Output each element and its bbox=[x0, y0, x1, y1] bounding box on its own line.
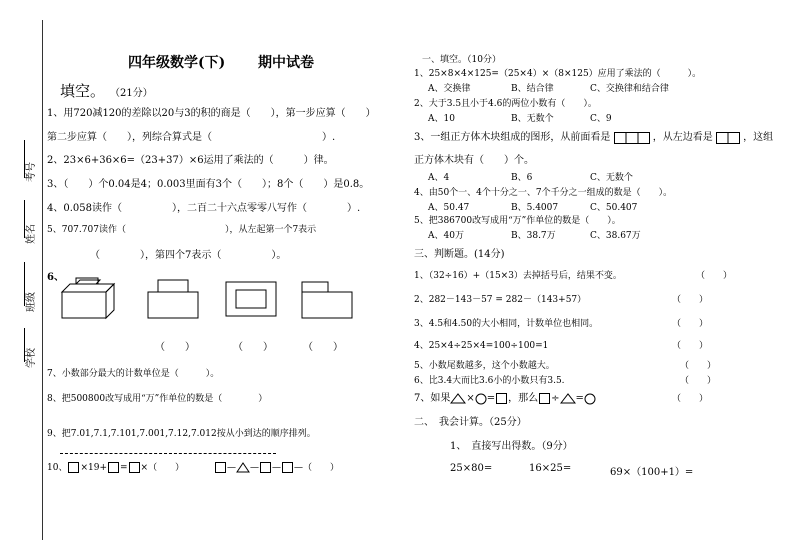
r-section-3: 三、判断题。(14分) bbox=[414, 249, 505, 260]
r-q3-text-a: 3、一组正方体木块组成的图形，从前面看是 bbox=[414, 132, 611, 143]
q10-label: 10、 bbox=[47, 463, 68, 473]
circle-shape-icon bbox=[475, 393, 487, 405]
j-q2-blank[interactable]: （ ） bbox=[672, 295, 709, 305]
j-q5: 5、小数尾数越多，这个小数越大。 bbox=[414, 361, 555, 371]
r-q2: 2、大于3.5且小于4.6的两位小数有（ ）。 bbox=[414, 99, 597, 109]
r-q3-opt-c: C、无数个 bbox=[590, 173, 633, 183]
r-q2-opt-c: C、9 bbox=[590, 114, 612, 124]
q6-label: 6、 bbox=[47, 272, 64, 283]
j-q7-blank[interactable]: （ ） bbox=[672, 394, 709, 404]
q2: 2、23×6+36×6=（23+37）×6运用了乘法的（ ）律。 bbox=[47, 155, 334, 166]
q10-part-f: — bbox=[272, 463, 281, 473]
figure-cuboids-3d bbox=[58, 274, 118, 322]
r-q1-opt-b: B、结合律 bbox=[511, 84, 554, 94]
square-shape-icon bbox=[282, 462, 293, 473]
q5-line2: （ ），第四个7表示（ ）。 bbox=[90, 250, 287, 261]
triangle-shape-icon bbox=[236, 462, 250, 473]
j-q6: 6、比3.4大而比3.6小的小数只有3.5. bbox=[414, 376, 565, 386]
j-q2: 2、282－143－57 = 282－（143+57） bbox=[414, 295, 587, 305]
r-q2-opt-b: B、无数个 bbox=[511, 114, 554, 124]
j-q7-text-f: = bbox=[575, 393, 584, 404]
calc-subtitle: 1、 直接写出得数。（9分） bbox=[450, 441, 573, 452]
page-subtitle: 期中试卷 bbox=[258, 55, 314, 71]
triangle-shape-icon bbox=[560, 393, 576, 404]
square-shape-icon bbox=[215, 462, 226, 473]
r-q4-opt-b: B、5.4007 bbox=[511, 203, 559, 213]
q10-second bbox=[214, 460, 339, 473]
figure-view-front bbox=[146, 276, 202, 320]
q7: 7、小数部分最大的计数单位是（ ）。 bbox=[47, 369, 220, 379]
side-field-banji[interactable] bbox=[24, 262, 25, 306]
r-q3-line2: 正方体木块有（ ）个。 bbox=[414, 155, 534, 166]
calc-item-1: 25×80= bbox=[450, 463, 493, 474]
calc-item-3: 69×（100+1）= bbox=[610, 467, 694, 478]
j-q7-text-a: 7、如果 bbox=[414, 393, 451, 404]
j-q7-text-e: ÷ bbox=[551, 393, 560, 404]
square-shape-icon bbox=[129, 462, 140, 473]
q6-blank-2[interactable]: （ ） bbox=[233, 342, 273, 353]
r-q3 bbox=[414, 128, 773, 144]
page-title: 四年级数学(下) bbox=[128, 55, 226, 71]
q9: 9、把7.01,7.1,7.101,7.001,7.12,7.012按从小到达的顺序排列。 bbox=[47, 429, 316, 439]
r-q4-opt-c: C、50.407 bbox=[590, 203, 638, 213]
side-field-xuexiao[interactable] bbox=[24, 328, 25, 362]
square-shape-icon bbox=[68, 462, 79, 473]
r-q3-text-b: ，从左边看是 bbox=[652, 132, 713, 143]
circle-shape-icon bbox=[584, 393, 596, 405]
r-section-1: 一、填空。（10分） bbox=[422, 55, 501, 65]
r-q5: 5、把386700改写成用“万”作单位的数是（ ）。 bbox=[414, 216, 621, 226]
q9-answer-line[interactable] bbox=[60, 453, 276, 454]
calc-item-2: 16×25= bbox=[529, 463, 572, 474]
q10-part-e: — bbox=[250, 463, 259, 473]
q10-part-d: — bbox=[227, 463, 236, 473]
section-title: 填空。 bbox=[60, 82, 106, 100]
square-shape-icon bbox=[496, 393, 507, 404]
j-q6-blank[interactable]: （ ） bbox=[680, 376, 717, 386]
r-section-2: 二、 我会计算。（25分） bbox=[414, 417, 527, 428]
r-q3-opt-a: A、4 bbox=[428, 173, 450, 183]
square-shape-icon bbox=[260, 462, 271, 473]
figure-view-top bbox=[224, 280, 280, 320]
r-q2-opt-a: A、10 bbox=[428, 114, 455, 124]
r-q4: 4、由50个一、4个十分之一、7个千分之一组成的数是（ ）。 bbox=[414, 188, 673, 198]
j-q7-text-b: × bbox=[466, 393, 475, 404]
r-q4-opt-a: A、50.47 bbox=[428, 203, 470, 213]
side-label-xingming: 姓名 bbox=[26, 224, 37, 244]
r-q3-text-c: ，这组 bbox=[743, 132, 774, 143]
q1-line2: 第二步应算（ ），列综合算式是（ ）. bbox=[47, 132, 336, 143]
j-q3-blank[interactable]: （ ） bbox=[672, 319, 709, 329]
side-label-xuexiao: 学校 bbox=[26, 348, 37, 368]
q4: 4、0.058读作（ ），二百二十六点零零八写作（ ）. bbox=[47, 203, 361, 214]
square-shape-icon bbox=[539, 393, 550, 404]
j-q4: 4、25×4÷25×4=100÷100=1 bbox=[414, 341, 549, 351]
j-q5-blank[interactable]: （ ） bbox=[680, 361, 717, 371]
square-shape-icon bbox=[108, 462, 119, 473]
j-q1-blank[interactable]: （ ） bbox=[696, 271, 733, 281]
q10-part-g: —（ ） bbox=[294, 463, 340, 473]
j-q7 bbox=[414, 389, 596, 405]
binding-line bbox=[42, 20, 43, 540]
r-q1: 1、25×8×4×125=（25×4）×（8×125）应用了乘法的（ ）。 bbox=[414, 69, 702, 79]
j-q7-text-c: = bbox=[486, 393, 496, 404]
side-field-kaohao[interactable] bbox=[24, 140, 25, 178]
q10-part-b: = bbox=[120, 463, 128, 473]
r-q1-opt-a: A、交换律 bbox=[428, 84, 471, 94]
r-q5-opt-c: C、38.67万 bbox=[590, 231, 641, 241]
section-score: （21分） bbox=[110, 88, 153, 99]
q10-part-c: ×（ ） bbox=[140, 463, 185, 473]
j-q1: 1、（32÷16）+（15×3）去掉括号后，结果不变。 bbox=[414, 271, 622, 281]
q6-blank-3[interactable]: （ ） bbox=[303, 342, 343, 353]
three-squares-icon bbox=[614, 132, 650, 144]
side-label-kaohao: 考号 bbox=[26, 162, 37, 182]
q5-line1: 5、707.707读作（ ），从左起第一个7表示 bbox=[47, 225, 317, 235]
j-q4-blank[interactable]: （ ） bbox=[672, 341, 709, 351]
q10 bbox=[47, 460, 184, 473]
j-q3: 3、4.5和4.50的大小相同，计数单位也相同。 bbox=[414, 319, 599, 329]
two-squares-icon bbox=[716, 132, 740, 144]
r-q3-opt-b: B、6 bbox=[511, 173, 533, 183]
q3: 3、（ ）个0.04是4；0.003里面有3个（ ）；8个（ ）是0.8。 bbox=[47, 179, 370, 190]
triangle-shape-icon bbox=[450, 393, 466, 404]
q1-line1: 1、用720减120的差除以20与3的积的商是（ ），第一步应算（ ） bbox=[47, 108, 376, 119]
r-q1-opt-c: C、交换律和结合律 bbox=[590, 84, 669, 94]
r-q5-opt-b: B、38.7万 bbox=[511, 231, 556, 241]
figure-view-side bbox=[300, 278, 356, 320]
q6-blank-1[interactable]: （ ） bbox=[155, 342, 195, 353]
q8: 8、把500800改写成用“万”作单位的数是（ ） bbox=[47, 394, 268, 404]
side-label-banji: 班级 bbox=[26, 292, 37, 312]
j-q7-text-d: ，那么 bbox=[508, 393, 539, 404]
r-q5-opt-a: A、40万 bbox=[428, 231, 464, 241]
side-field-xingming[interactable] bbox=[24, 200, 25, 238]
q10-part-a: ×19+ bbox=[80, 463, 107, 473]
